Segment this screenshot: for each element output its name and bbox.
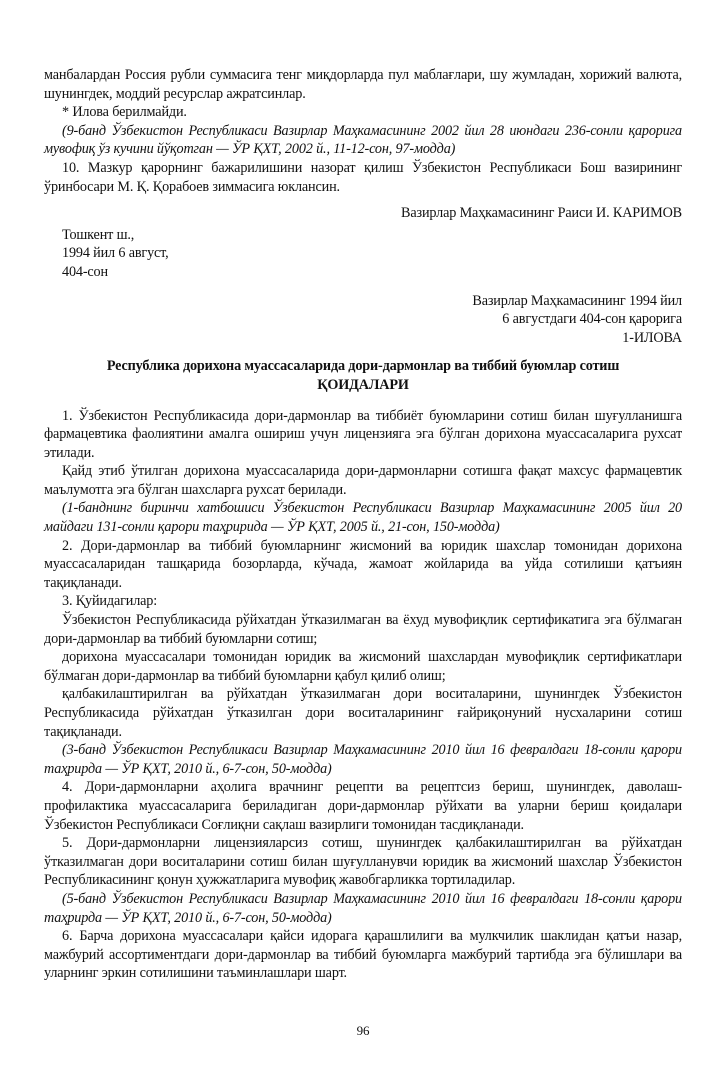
appendix-header bbox=[44, 292, 682, 348]
title-line: ҚОИДАЛАРИ bbox=[317, 376, 409, 393]
rule-paragraph: 6. Барча дорихона муассасалари қайси идорага қарашлилиги ва мулкчилик шаклидан қатъи назар, мажбурий ассортиментдаги дори-дармонлар ва тиббий буюмларга мажбурий тартибда эга бўлишлари ва уларнинг эркин сотилишини таъминлашлари шарт. bbox=[44, 928, 682, 982]
document-title bbox=[44, 357, 682, 394]
amendment-note-9: (9-банд Ўзбекистон Республикаси Вазирлар Маҳкамасининг 2002 йил 28 июндаги 236-сонли қарорига мувофиқ ўз кучини йўқотган — ЎР ҚХТ, 2002 й., 11-12-сон, 97-модда) bbox=[44, 122, 682, 158]
title-line: Республика дорихона муассасаларида дори-дармонлар ва тиббий буюмлар сотиш bbox=[106, 358, 620, 375]
paragraph-continuation: манбалардан Россия рубли суммасига тенг миқдорларда пул маблағлари, шу жумладан, хорижий валюта, шунингдек, моддий ресурслар ажратсинлар. bbox=[44, 67, 682, 102]
rule-paragraph: Қайд этиб ўтилган дорихона муассасаларида дори-дармонларни сотишга фақат махсус фармацевтик маълумотга эга бўлган шахсларга рухсат берилади. bbox=[44, 463, 682, 498]
city: Тошкент ш., bbox=[62, 226, 135, 243]
rule-paragraph: 1. Ўзбекистон Республикасида дори-дармонлар ва тиббиёт буюмларини сотиш билан шуғулланишга фармацевтика фаолиятини амалга ошириш учун лицензияга эга бўлган дорихона муассасаларига рухсат этилади. bbox=[44, 407, 682, 461]
rule-paragraph: 2. Дори-дармонлар ва тиббий буюмларнинг жисмоний ва юридик шахслар томонидан дорихона муассасаларидан ташқарида бозорларда, кўчада, жамоат жойларида ва уйда сотилиши қатъиян тақиқланади. bbox=[44, 537, 682, 591]
appendix-line: Вазирлар Маҳкамасининг 1994 йил bbox=[472, 292, 682, 309]
rule-paragraph: 4. Дори-дармонларни аҳолига врачнинг рецепти ва рецептсиз бериш, шунингдек, даволаш-профилактика муассасаларига бериладиган дори-дармонлар рўйхати ва уларни бериш қоидалари Ўзбекистон Республикаси Соғлиқни сақлаш вазирлиги томонидан тасдиқланади. bbox=[44, 779, 682, 833]
appendix-line: 1-ИЛОВА bbox=[622, 329, 682, 346]
rule-paragraph: 5. Дори-дармонларни лицензияларсиз сотиш, шунингдек қалбакилаштирилган ва рўйхатдан ўтказилмаган дори воситаларини сотиш билан шуғулланувчи юридик ва жисмоний шахслар Ўзбекистон Республикасининг қонун ҳужжатларига мувофиқ жавобгарликка тортиладилар. bbox=[44, 835, 682, 889]
rule-paragraph: қалбакилаштирилган ва рўйхатдан ўтказилмаган дори воситаларини, шунингдек Ўзбекистон Республикасида рўйхатдан ўтказилган дори воситаларининг ғайриқонуний нусхаларини сотиш тақиқланади. bbox=[44, 686, 682, 740]
amendment-note: (3-банд Ўзбекистон Республикаси Вазирлар Маҳкамасининг 2010 йил 16 февралдаги 18-сонли қарори таҳрирда — ЎР ҚХТ, 2010 й., 6-7-сон, 50-модда) bbox=[44, 742, 682, 777]
paragraph-note: * Илова берилмайди. bbox=[62, 104, 187, 121]
amendment-note: (5-банд Ўзбекистон Республикаси Вазирлар Маҳкамасининг 2010 йил 16 февралдаги 18-сонли қарори таҳрирда — ЎР ҚХТ, 2010 й., 6-7-сон, 50-модда) bbox=[44, 890, 682, 926]
appendix-line: 6 августдаги 404-сон қарорига bbox=[502, 311, 682, 328]
rule-paragraph: дорихона муассасалари томонидан юридик ва жисмоний шахслардан мувофиқлик сертификатлари бўлмаган дори-дармонлар ва тиббий буюмларни қабул қилиб олиш; bbox=[44, 649, 682, 684]
page-number: 96 bbox=[356, 1022, 370, 1038]
rule-paragraph: 3. Қуйидагилар: bbox=[62, 593, 158, 610]
signature: Вазирлар Маҳкамасининг Раиси И. КАРИМОВ bbox=[401, 205, 682, 222]
decree-number: 404-сон bbox=[62, 263, 108, 280]
amendment-note: (1-банднинг биринчи хатбошиси Ўзбекистон Республикаси Вазирлар Маҳкамасининг 2005 йил 20 майдаги 131-сонли қарори таҳририда — ЎР ҚХТ, 2005 й., 21-сон, 150-модда) bbox=[44, 500, 682, 536]
rule-paragraph: Ўзбекистон Республикасида рўйхатдан ўтказилмаган ва ёхуд мувофиқлик сертификатига эга бўлмаган дори-дармонлар ва тиббий буюмларни сотиш; bbox=[44, 612, 682, 647]
place-date-number bbox=[44, 226, 682, 282]
date: 1994 йил 6 август, bbox=[62, 245, 169, 262]
document-page bbox=[44, 0, 682, 1079]
paragraph-10: 10. Мазкур қарорнинг бажарилишини назорат қилиш Ўзбекистон Республикаси Бош вазирининг ўринбосари М. Қ. Қорабоев зиммасига юклансин. bbox=[44, 159, 682, 195]
rules-body bbox=[44, 407, 682, 983]
